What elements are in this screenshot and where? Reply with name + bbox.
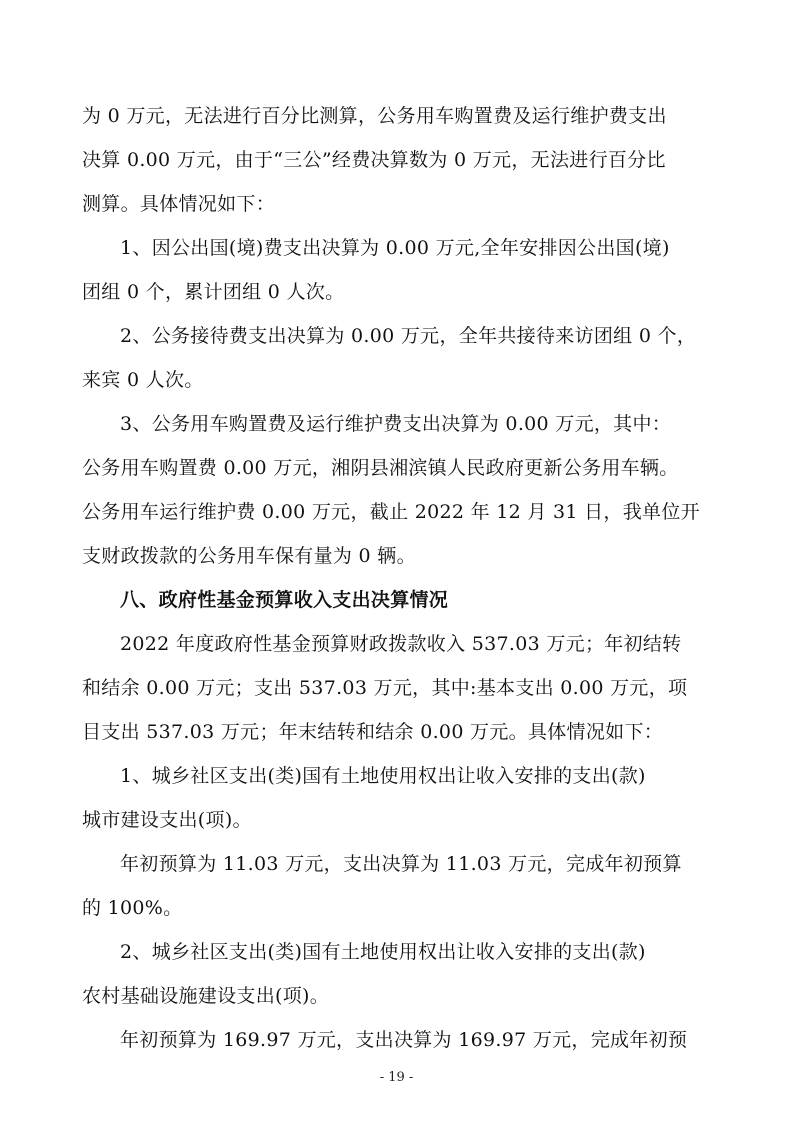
- section-heading: 八、政府性基金预算收入支出决算情况: [120, 589, 449, 611]
- paragraph-line: 的 100%。: [82, 897, 183, 919]
- paragraph-line: 年初预算为 169.97 万元，支出决算为 169.97 万元，完成年初预: [120, 1029, 688, 1051]
- paragraph-line: 为 0 万元，无法进行百分比测算，公务用车购置费及运行维护费支出: [82, 105, 667, 127]
- paragraph-line: 公务用车购置费 0.00 万元，湘阴县湘滨镇人民政府更新公务用车辆。: [82, 457, 679, 479]
- paragraph-line: 测算。具体情况如下：: [82, 193, 276, 215]
- paragraph-line: 2022 年度政府性基金预算财政拨款收入 537.03 万元；年初结转: [120, 633, 682, 655]
- paragraph-line: 1、城乡社区支出(类)国有土地使用权出让收入安排的支出(款): [120, 765, 646, 787]
- paragraph-line: 年初预算为 11.03 万元，支出决算为 11.03 万元，完成年初预算: [120, 853, 682, 875]
- paragraph-line: 来宾 0 人次。: [82, 369, 204, 391]
- paragraph-line: 3、公务用车购置费及运行维护费支出决算为 0.00 万元，其中：: [120, 413, 672, 435]
- paragraph-line: 和结余 0.00 万元；支出 537.03 万元，其中:基本支出 0.00 万元，项: [82, 677, 688, 699]
- paragraph-line: 2、城乡社区支出(类)国有土地使用权出让收入安排的支出(款): [120, 941, 646, 963]
- paragraph-line: 公务用车运行维护费 0.00 万元，截止 2022 年 12 月 31 日，我单位开: [82, 501, 700, 523]
- paragraph-line: 支财政拨款的公务用车保有量为 0 辆。: [82, 545, 416, 567]
- paragraph-line: 农村基础设施建设支出(项)。: [82, 985, 330, 1007]
- paragraph-line: 团组 0 个，累计团组 0 人次。: [82, 281, 345, 303]
- paragraph-line: 2、公务接待费支出决算为 0.00 万元，全年共接待来访团组 0 个，: [120, 325, 697, 347]
- paragraph-line: 1、因公出国(境)费支出决算为 0.00 万元,全年安排因公出国(境): [120, 237, 670, 259]
- paragraph-line: 目支出 537.03 万元；年末结转和结余 0.00 万元。具体情况如下：: [82, 721, 664, 743]
- page-number: - 19 -: [379, 1070, 414, 1085]
- paragraph-line: 决算 0.00 万元，由于“三公”经费决算数为 0 万元，无法进行百分比: [82, 149, 666, 171]
- paragraph-line: 城市建设支出(项)。: [82, 809, 252, 831]
